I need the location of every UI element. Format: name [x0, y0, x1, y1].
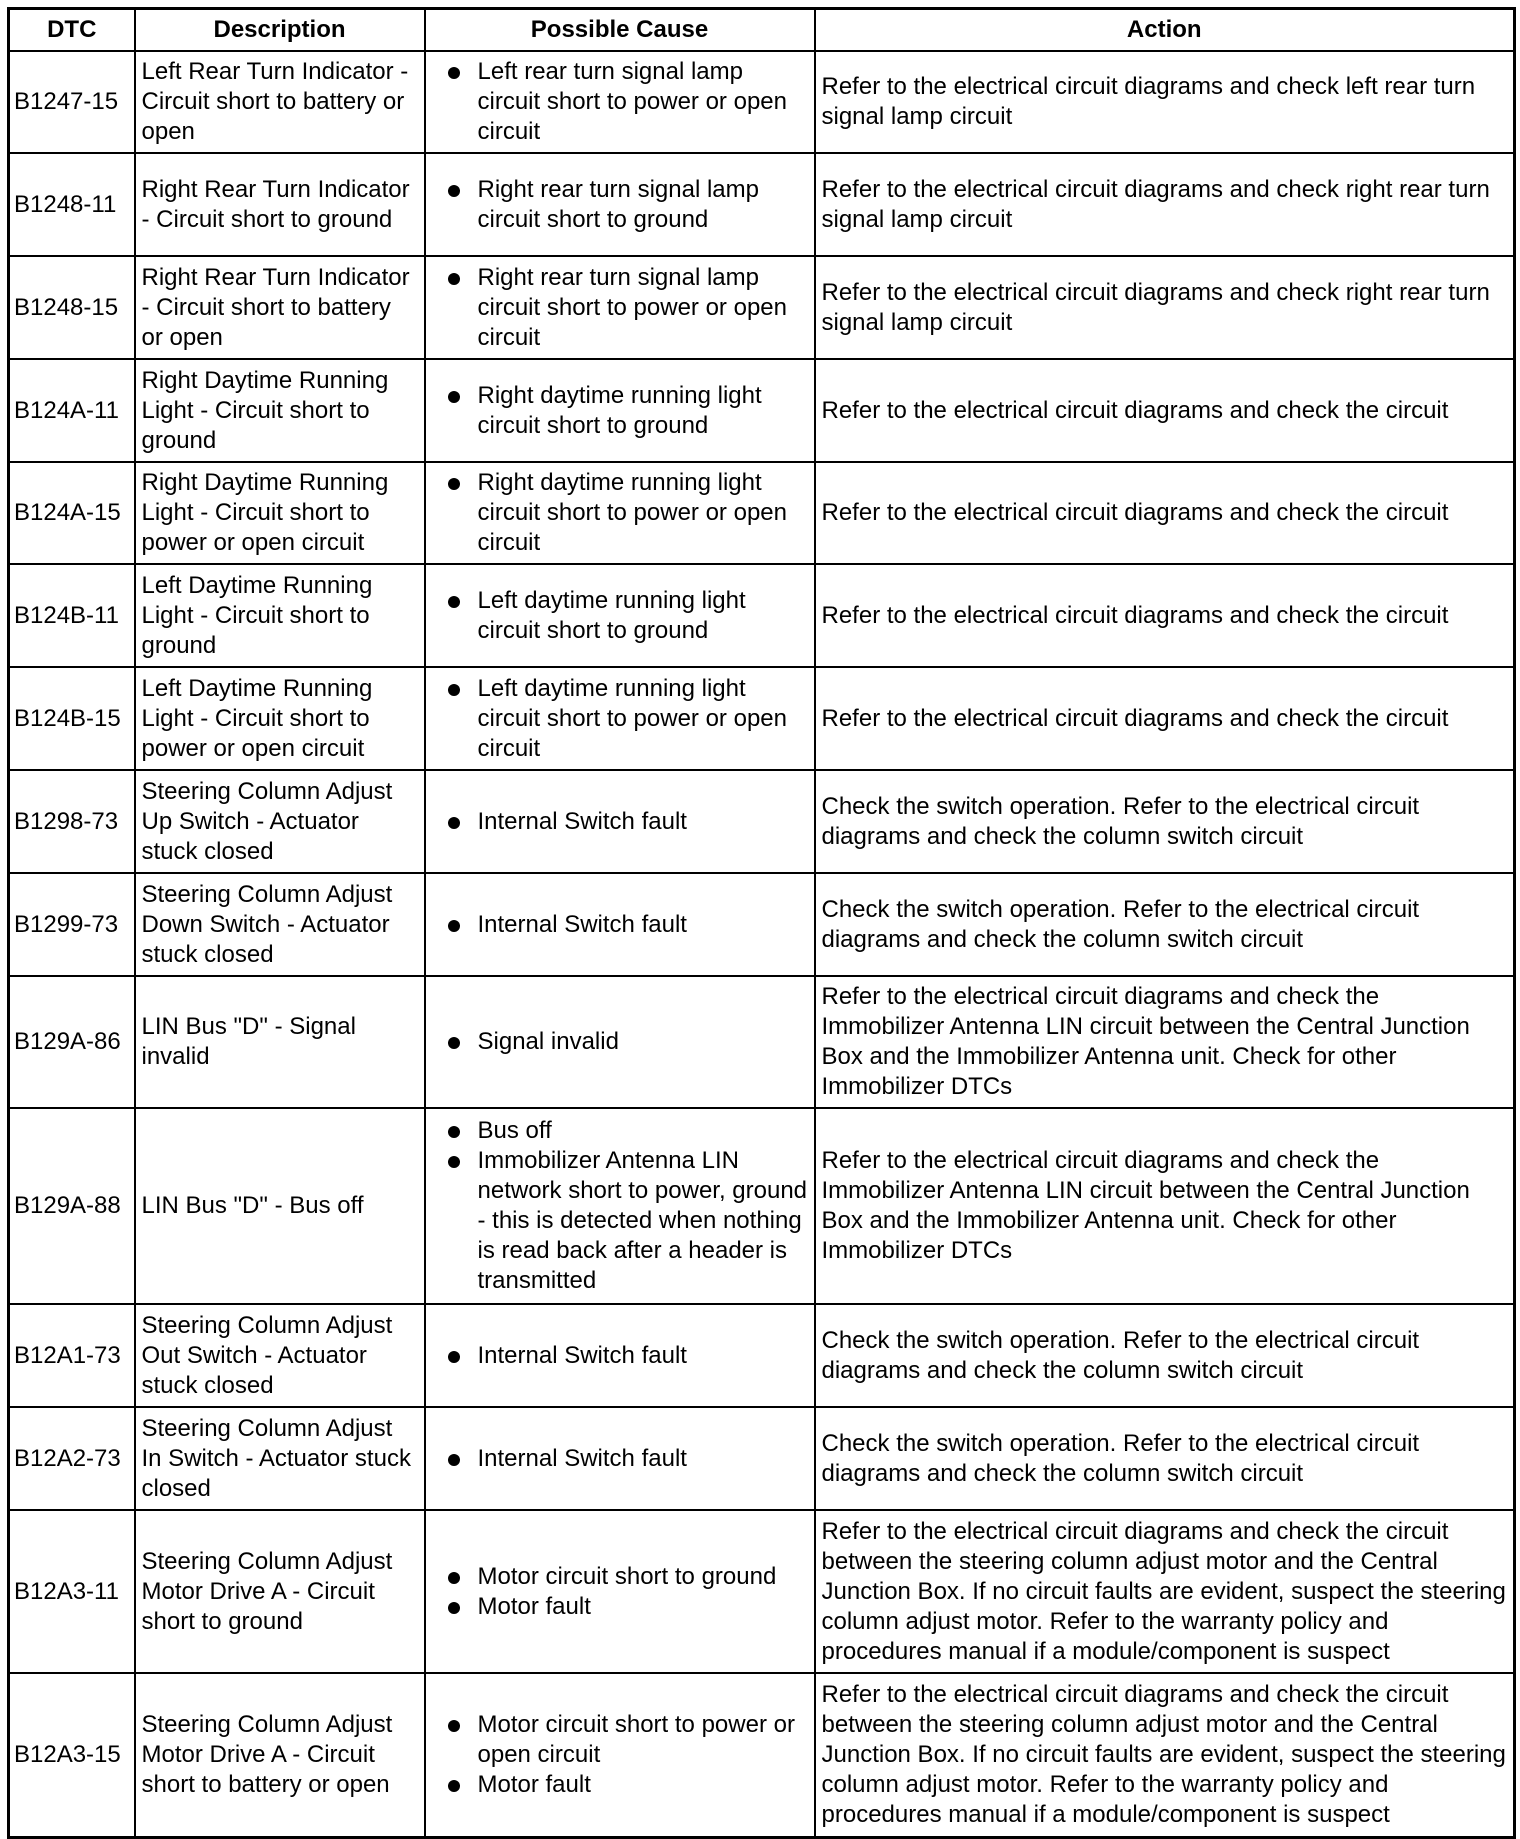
action-text: Refer to the electrical circuit diagrams and check the circuit	[815, 564, 1515, 667]
table-row	[9, 1108, 1515, 1304]
possible-cause-list	[426, 586, 810, 646]
action-text: Refer to the electrical circuit diagrams and check the circuit	[815, 667, 1515, 770]
possible-cause-cell	[425, 1407, 815, 1510]
table-row	[9, 256, 1515, 359]
possible-cause-item: Internal Switch fault	[426, 1444, 810, 1474]
possible-cause-cell	[425, 1673, 815, 1837]
possible-cause-cell	[425, 51, 815, 153]
dtc-description: Left Daytime Running Light - Circuit short to ground	[135, 564, 425, 667]
possible-cause-list	[426, 57, 810, 147]
possible-cause-cell	[425, 873, 815, 976]
possible-cause-item: Motor fault	[426, 1770, 810, 1800]
dtc-code: B124A-11	[9, 359, 135, 462]
possible-cause-list	[426, 1562, 810, 1622]
dtc-description: Steering Column Adjust Out Switch - Actuator stuck closed	[135, 1304, 425, 1407]
dtc-code: B1248-15	[9, 256, 135, 359]
possible-cause-cell	[425, 462, 815, 564]
action-text: Check the switch operation. Refer to the electrical circuit diagrams and check the column switch circuit	[815, 873, 1515, 976]
action-text: Refer to the electrical circuit diagrams and check right rear turn signal lamp circuit	[815, 256, 1515, 359]
possible-cause-list	[426, 1027, 810, 1057]
possible-cause-cell	[425, 256, 815, 359]
possible-cause-cell	[425, 1510, 815, 1673]
table-row	[9, 1673, 1515, 1837]
possible-cause-list	[426, 175, 810, 235]
table-row	[9, 1407, 1515, 1510]
possible-cause-list	[426, 1444, 810, 1474]
header-description: Description	[135, 9, 425, 52]
table-row	[9, 564, 1515, 667]
dtc-code: B12A2-73	[9, 1407, 135, 1510]
dtc-description: LIN Bus "D" - Bus off	[135, 1108, 425, 1304]
dtc-table	[7, 7, 1516, 1839]
dtc-description: Steering Column Adjust Motor Drive A - Circuit short to ground	[135, 1510, 425, 1673]
table-row	[9, 667, 1515, 770]
header-dtc: DTC	[9, 9, 135, 52]
dtc-code: B124A-15	[9, 462, 135, 564]
dtc-description: Steering Column Adjust Motor Drive A - Circuit short to battery or open	[135, 1673, 425, 1837]
possible-cause-cell	[425, 359, 815, 462]
possible-cause-item: Motor circuit short to power or open circuit	[426, 1710, 810, 1770]
table-header-row	[9, 9, 1515, 52]
possible-cause-cell	[425, 667, 815, 770]
possible-cause-list	[426, 263, 810, 353]
table-row	[9, 1304, 1515, 1407]
possible-cause-item: Internal Switch fault	[426, 910, 810, 940]
dtc-description: Right Daytime Running Light - Circuit short to ground	[135, 359, 425, 462]
dtc-description: Right Daytime Running Light - Circuit short to power or open circuit	[135, 462, 425, 564]
dtc-code: B129A-88	[9, 1108, 135, 1304]
action-text: Refer to the electrical circuit diagrams and check right rear turn signal lamp circuit	[815, 153, 1515, 256]
dtc-code: B1247-15	[9, 51, 135, 153]
possible-cause-list	[426, 807, 810, 837]
possible-cause-cell	[425, 1108, 815, 1304]
dtc-description: Right Rear Turn Indicator - Circuit short to battery or open	[135, 256, 425, 359]
table-row	[9, 1510, 1515, 1673]
possible-cause-list	[426, 1116, 810, 1296]
possible-cause-list	[426, 1710, 810, 1800]
action-text: Check the switch operation. Refer to the electrical circuit diagrams and check the column switch circuit	[815, 1407, 1515, 1510]
action-text: Check the switch operation. Refer to the electrical circuit diagrams and check the column switch circuit	[815, 770, 1515, 873]
possible-cause-cell	[425, 564, 815, 667]
action-text: Refer to the electrical circuit diagrams and check the circuit	[815, 359, 1515, 462]
possible-cause-cell	[425, 976, 815, 1108]
action-text: Refer to the electrical circuit diagrams and check the Immobilizer Antenna LIN circuit between the Central Junction Box and the Immobilizer Antenna unit. Check for other Immobilizer DTCs	[815, 976, 1515, 1108]
action-text: Refer to the electrical circuit diagrams and check the Immobilizer Antenna LIN circuit between the Central Junction Box and the Immobilizer Antenna unit. Check for other Immobilizer DTCs	[815, 1108, 1515, 1304]
possible-cause-item: Right daytime running light circuit short to power or open circuit	[426, 468, 810, 558]
action-text: Refer to the electrical circuit diagrams and check left rear turn signal lamp circuit	[815, 51, 1515, 153]
table-row	[9, 51, 1515, 153]
table-body	[9, 51, 1515, 1837]
possible-cause-item: Immobilizer Antenna LIN network short to power, ground - this is detected when nothing is read back after a header is transmitted	[426, 1146, 810, 1296]
possible-cause-item: Right daytime running light circuit short to ground	[426, 381, 810, 441]
possible-cause-item: Internal Switch fault	[426, 1341, 810, 1371]
possible-cause-item: Right rear turn signal lamp circuit short to power or open circuit	[426, 263, 810, 353]
possible-cause-cell	[425, 153, 815, 256]
possible-cause-list	[426, 1341, 810, 1371]
possible-cause-list	[426, 468, 810, 558]
table-row	[9, 873, 1515, 976]
dtc-code: B12A3-15	[9, 1673, 135, 1837]
dtc-code: B12A1-73	[9, 1304, 135, 1407]
dtc-description: Steering Column Adjust Down Switch - Actuator stuck closed	[135, 873, 425, 976]
possible-cause-list	[426, 910, 810, 940]
possible-cause-item: Motor fault	[426, 1592, 810, 1622]
table-row	[9, 976, 1515, 1108]
dtc-code: B12A3-11	[9, 1510, 135, 1673]
action-text: Refer to the electrical circuit diagrams and check the circuit between the steering column adjust motor and the Central Junction Box. If no circuit faults are evident, suspect the steering column adjust motor. Refer to the warranty policy and procedures manual if a module/component is suspect	[815, 1510, 1515, 1673]
possible-cause-item: Motor circuit short to ground	[426, 1562, 810, 1592]
possible-cause-list	[426, 674, 810, 764]
dtc-code: B1298-73	[9, 770, 135, 873]
dtc-description: Right Rear Turn Indicator - Circuit short to ground	[135, 153, 425, 256]
possible-cause-cell	[425, 770, 815, 873]
possible-cause-item: Left rear turn signal lamp circuit short to power or open circuit	[426, 57, 810, 147]
possible-cause-item: Signal invalid	[426, 1027, 810, 1057]
dtc-description: Left Daytime Running Light - Circuit short to power or open circuit	[135, 667, 425, 770]
dtc-code: B124B-11	[9, 564, 135, 667]
dtc-description: Steering Column Adjust Up Switch - Actuator stuck closed	[135, 770, 425, 873]
dtc-description: LIN Bus "D" - Signal invalid	[135, 976, 425, 1108]
dtc-description: Left Rear Turn Indicator - Circuit short to battery or open	[135, 51, 425, 153]
action-text: Check the switch operation. Refer to the electrical circuit diagrams and check the column switch circuit	[815, 1304, 1515, 1407]
table-row	[9, 462, 1515, 564]
possible-cause-item: Right rear turn signal lamp circuit short to ground	[426, 175, 810, 235]
action-text: Refer to the electrical circuit diagrams and check the circuit	[815, 462, 1515, 564]
table-row	[9, 153, 1515, 256]
possible-cause-item: Bus off	[426, 1116, 810, 1146]
dtc-code: B124B-15	[9, 667, 135, 770]
possible-cause-list	[426, 381, 810, 441]
header-possible-cause: Possible Cause	[425, 9, 815, 52]
dtc-description: Steering Column Adjust In Switch - Actuator stuck closed	[135, 1407, 425, 1510]
possible-cause-item: Left daytime running light circuit short to power or open circuit	[426, 674, 810, 764]
dtc-code: B1299-73	[9, 873, 135, 976]
possible-cause-item: Internal Switch fault	[426, 807, 810, 837]
possible-cause-cell	[425, 1304, 815, 1407]
action-text: Refer to the electrical circuit diagrams and check the circuit between the steering column adjust motor and the Central Junction Box. If no circuit faults are evident, suspect the steering column adjust motor. Refer to the warranty policy and procedures manual if a module/component is suspect	[815, 1673, 1515, 1837]
table-row	[9, 359, 1515, 462]
dtc-code: B1248-11	[9, 153, 135, 256]
header-action: Action	[815, 9, 1515, 52]
dtc-code: B129A-86	[9, 976, 135, 1108]
possible-cause-item: Left daytime running light circuit short to ground	[426, 586, 810, 646]
table-row	[9, 770, 1515, 873]
